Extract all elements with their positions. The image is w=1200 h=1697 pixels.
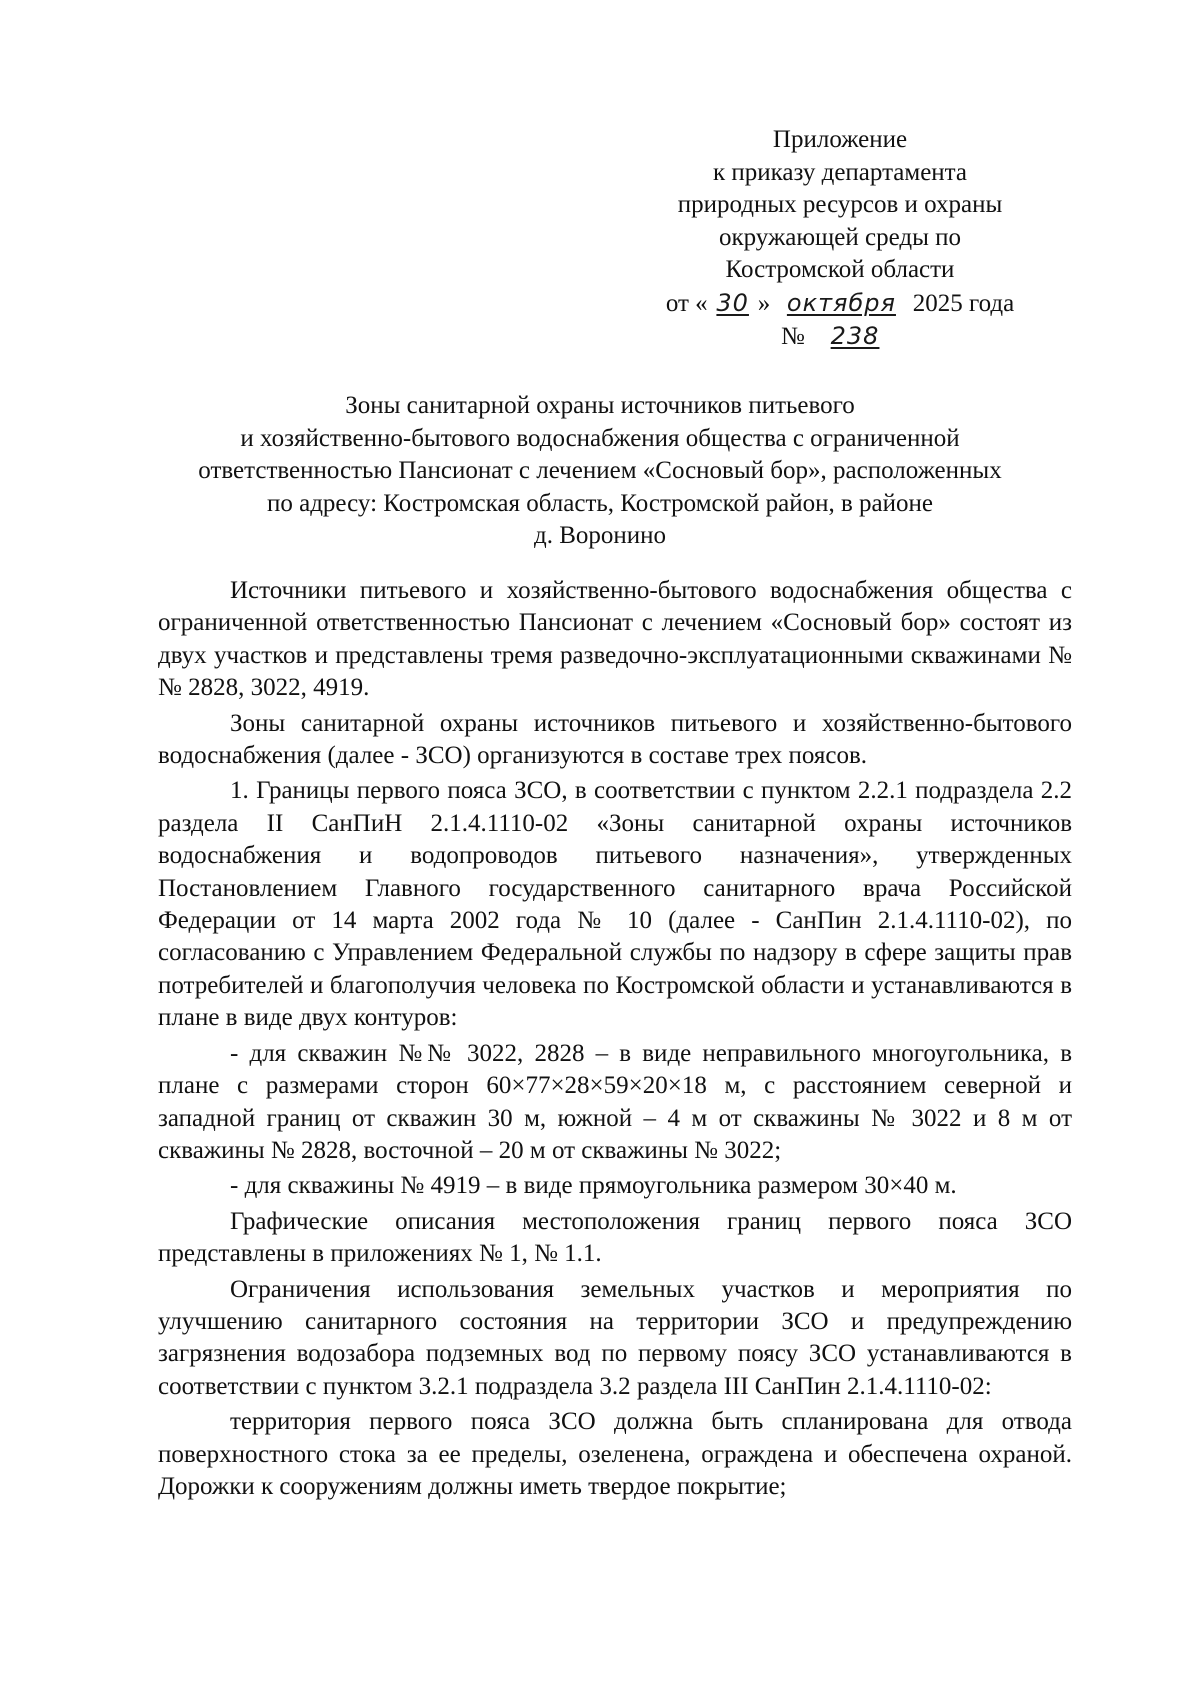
number-prefix: № (780, 323, 805, 350)
appendix-line-5: Костромской области (725, 256, 955, 283)
date-month-handwritten: октября (786, 288, 896, 317)
paragraph-restrictions: Ограничения использования земельных участков и мероприятия по улучшению санитарного состояния на территории ЗСО и предупреждению загрязнения водозабора подземных вод по первому поясу ЗСО устанавливаются в соответствии с пунктом 3.2.1 подраздела 3.2 раздела III СанПин 2.1.4.1110-02: (158, 1275, 1072, 1400)
title-line-5: д. Воронино (533, 522, 667, 549)
date-prefix: от « (665, 289, 708, 317)
appendix-line-4: окружающей среды по (718, 223, 962, 251)
document-body (158, 575, 1072, 1503)
title-line-3: ответственностью Пансионат с лечением «Сосновый бор», расположенных (198, 457, 1002, 484)
paragraph-first-belt: 1. Границы первого пояса ЗСО, в соответствии с пунктом 2.2.1 подраздела 2.2 раздела II СанПиН 2.1.4.1110-02 «Зоны санитарной охраны источников водоснабжения и водопроводов питьевого назначения», утвержденных Постановлением Главного государственного санитарного врача Российской Федерации от 14 марта 2002 года № 10 (далее - СанПин 2.1.4.1110-02), по согласованию с Управлением Федеральной службы по надзору в сфере защиты прав потребителей и благополучия человека по Костромской области и устанавливаются в плане в виде двух контуров: (158, 777, 1072, 1032)
date-mid: » (757, 289, 771, 317)
title-line-1: Зоны санитарной охраны источников питьевого (345, 392, 855, 419)
paragraph-contour-1: - для скважин №№ 3022, 2828 – в виде неправильного многоугольника, в плане с размерами сторон 60×77×28×59×20×18 м, с расстоянием северной и западной границ от скважин 30 м, южной – 4 м от скважины № 3022 и 8 м от скважины № 2828, восточной – 20 м от скважины № 3022; (158, 1039, 1072, 1164)
appendix-header (620, 124, 1060, 354)
document-title (140, 390, 1060, 553)
title-line-4: по адресу: Костромская область, Костромской район, в районе (266, 489, 933, 517)
paragraph-territory: территория первого пояса ЗСО должна быть спланирована для отвода поверхностного стока за ее пределы, озеленена, ограждена и обеспечена охраной. Дорожки к сооружениям должны иметь твердое покрытие; (158, 1408, 1072, 1500)
paragraph-contour-2: - для скважины № 4919 – в виде прямоугольника размером 30×40 м. (230, 1172, 957, 1200)
appendix-line-2: к приказу департамента (712, 158, 968, 186)
appendix-date-line (620, 287, 1060, 321)
date-year: 2025 года (912, 289, 1015, 317)
date-day-handwritten: 30 (716, 288, 749, 317)
appendix-line-1: Приложение (772, 126, 908, 153)
paragraph-zones: Зоны санитарной охраны источников питьевого и хозяйственно-бытового водоснабжения (далее - ЗСО) организуются в составе трех поясов. (158, 709, 1072, 770)
paragraph-sources: Источники питьевого и хозяйственно-бытового водоснабжения общества с ограниченной ответственностью Пансионат с лечением «Сосновый бор» состоят из двух участков и представлены тремя разведочно-эксплуатационными скважинами №№ 2828, 3022, 4919. (158, 577, 1072, 702)
appendix-line-3: природных ресурсов и охраны (677, 191, 1003, 218)
paragraph-graphic-descriptions: Графические описания местоположения границ первого пояса ЗСО представлены в приложениях № 1, № 1.1. (158, 1207, 1072, 1268)
appendix-number-line (620, 320, 1060, 354)
order-number-handwritten: 238 (830, 322, 880, 350)
title-line-2: и хозяйственно-бытового водоснабжения общества с ограниченной (240, 424, 960, 452)
